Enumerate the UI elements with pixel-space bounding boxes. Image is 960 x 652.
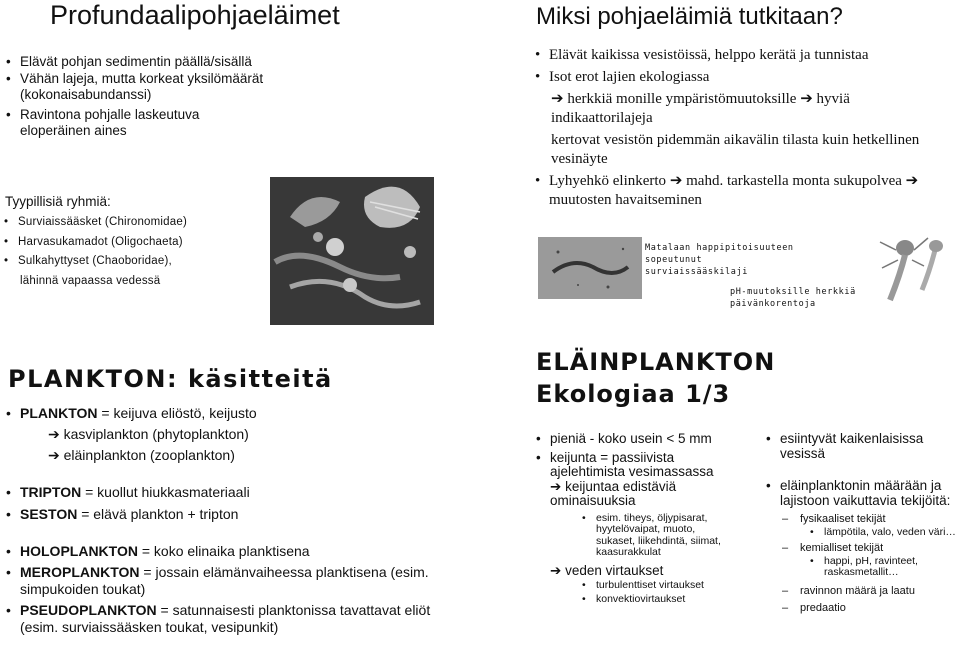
benthic-photo-drawing — [270, 177, 434, 325]
s4-right-list: • lämpötila, valo, veden väri… — [810, 527, 958, 539]
s4-left-sub-text: keijuntaa edistäviä ominaisuuksia — [550, 478, 677, 508]
s4-left-bullet: • pieniä - koko usein < 5 mm — [536, 432, 731, 447]
slide4-left — [536, 432, 731, 606]
s4-right-list: • happi, pH, ravinteet, raskasmetallit… — [810, 556, 958, 579]
tripton-def — [6, 484, 446, 501]
arrow-icon: ➔ — [550, 562, 562, 578]
def: = keijuva eliöstö, keijusto — [97, 405, 257, 421]
s4-right-dash: – fysikaaliset tekijät — [782, 512, 958, 527]
slide2-bullet — [535, 172, 955, 210]
arrow-icon: ➔ — [551, 91, 564, 107]
holo-def — [6, 543, 446, 560]
slide4-right — [766, 432, 958, 616]
s4-left-list-item: • konvektiovirtaukset — [582, 592, 731, 606]
slide4-title-line1: ELÄINPLANKTON — [536, 348, 776, 376]
slide1-bullets — [6, 54, 268, 140]
s4-left-sub — [536, 564, 731, 579]
slide2-sub: kertovat vesistön pidemmän aikavälin tilasta kuin hetkellinen vesinäyte — [551, 132, 920, 167]
s4-right-dash: – kemialliset tekijät — [782, 541, 958, 556]
group-item: • Harvasukamadot (Oligochaeta) — [4, 233, 266, 253]
s4-right-dash: – predaatio — [782, 601, 958, 616]
arrow-icon: ➔ — [669, 173, 683, 189]
slide2-sub-text2: hyviä indikaattorilajeja — [551, 91, 850, 126]
caption-larva: Matalaan happipitoisuuteen sopeutunut surviaissääskilaji — [645, 243, 794, 277]
slide2-bullet: • Isot erot lajien ekologiassa — [535, 68, 955, 87]
slide2-b4c: muutosten havaitseminen — [549, 192, 702, 208]
s4-right-bullet: • eläinplanktonin määrään ja lajistoon vaikuttavia tekijöitä: — [766, 479, 958, 508]
slide2-sub-text: herkkiä monille ympäristömuutoksille — [567, 91, 797, 107]
s4-right-bullet: • esiintyvät kaikenlaisissa vesissä — [766, 432, 958, 461]
pseudo-def — [6, 602, 446, 636]
slide2-bullet: • Elävät kaikissa vesistöissä, helppo kerätä ja tunnistaa — [535, 46, 955, 65]
benthic-photo — [270, 177, 434, 325]
mero-def — [6, 564, 446, 598]
s4-right-dash: – ravinnon määrä ja laatu — [782, 584, 958, 599]
def: = kuollut hiukkasmateriaali — [81, 484, 250, 500]
def: = koko elinaika planktisena — [137, 543, 310, 559]
slide1-bullet: • Elävät pohjan sedimentin päällä/sisällä — [6, 54, 268, 71]
arrow-icon: ➔ — [550, 478, 562, 494]
arrow-icon: ➔ — [48, 426, 60, 442]
groups-heading: Tyypillisiä ryhmiä: — [5, 194, 111, 209]
slide2-b4a: Lyhyehkö elinkerto — [549, 173, 667, 189]
slide2-b4b: mahd. tarkastella monta sukupolvea — [686, 173, 902, 189]
arrow-icon: ➔ — [800, 91, 813, 107]
s4-left-bullet: • keijunta = passiivista ajelehtimista vesimassassa — [536, 451, 731, 480]
slide1-bullet: • Ravintona pohjalle laskeutuva eloperäinen aines — [6, 107, 268, 140]
caption-mayfly: pH-muutoksille herkkiä päivänkorentoja — [730, 287, 856, 309]
plankton-def — [6, 405, 446, 422]
arrow-icon: ➔ — [48, 447, 60, 463]
slide2-title: Miksi pohjaeläimiä tutkitaan? — [536, 3, 843, 30]
slide2-sub — [535, 90, 955, 128]
larva-photo — [538, 237, 642, 299]
s4-left-sub-text: veden virtaukset — [565, 562, 664, 578]
term: TRIPTON — [20, 484, 82, 500]
sub-line — [6, 447, 446, 464]
term: HOLOPLANKTON — [20, 543, 138, 559]
term: PLANKTON — [20, 405, 98, 421]
term: MEROPLANKTON — [20, 564, 140, 580]
slide3-body — [6, 405, 446, 636]
term: PSEUDOPLANKTON — [20, 602, 157, 618]
groups-list — [4, 213, 266, 291]
group-item: • Sulkahyttyset (Chaoboridae), — [4, 252, 266, 272]
slide4-title — [536, 346, 775, 410]
s4-left-list-item: • turbulenttiset virtaukset — [582, 578, 731, 592]
larva-drawing — [538, 237, 642, 299]
slide2-body — [535, 46, 955, 210]
def: = satunnaisesti planktonissa tavattavat eliöt (esim. surviaissääsken toukat, vesipunkit) — [20, 602, 431, 635]
group-item: • Surviaissääsket (Chironomidae) — [4, 213, 266, 233]
slide1-bullet: • Vähän lajeja, mutta korkeat yksilömäärät (kokonaisabundanssi) — [6, 71, 268, 104]
sub-text: kasviplankton (phytoplankton) — [63, 426, 249, 442]
slide1-title: Profundaalipohjaeläimet — [50, 0, 340, 30]
sub-text: eläinplankton (zooplankton) — [63, 447, 235, 463]
def: = elävä plankton + tripton — [77, 506, 239, 522]
sub-line — [6, 426, 446, 443]
seston-def — [6, 506, 446, 523]
term: SESTON — [20, 506, 78, 522]
def: = jossain elämänvaiheessa planktisena (esim. simpukoiden toukat) — [20, 564, 429, 597]
group-item-tail: lähinnä vapaassa vedessä — [20, 274, 161, 287]
slide3-title: PLANKTON: käsitteitä — [8, 365, 333, 393]
s4-left-list: • esim. tiheys, öljypisarat, hyytelövaipat, muoto, sukaset, liikehdintä, siimat, kaasurakkulat — [582, 513, 731, 559]
s4-left-sub — [536, 480, 731, 509]
arrow-icon: ➔ — [905, 173, 919, 189]
slide4-title-line2: Ekologiaa 1/3 — [536, 380, 731, 408]
